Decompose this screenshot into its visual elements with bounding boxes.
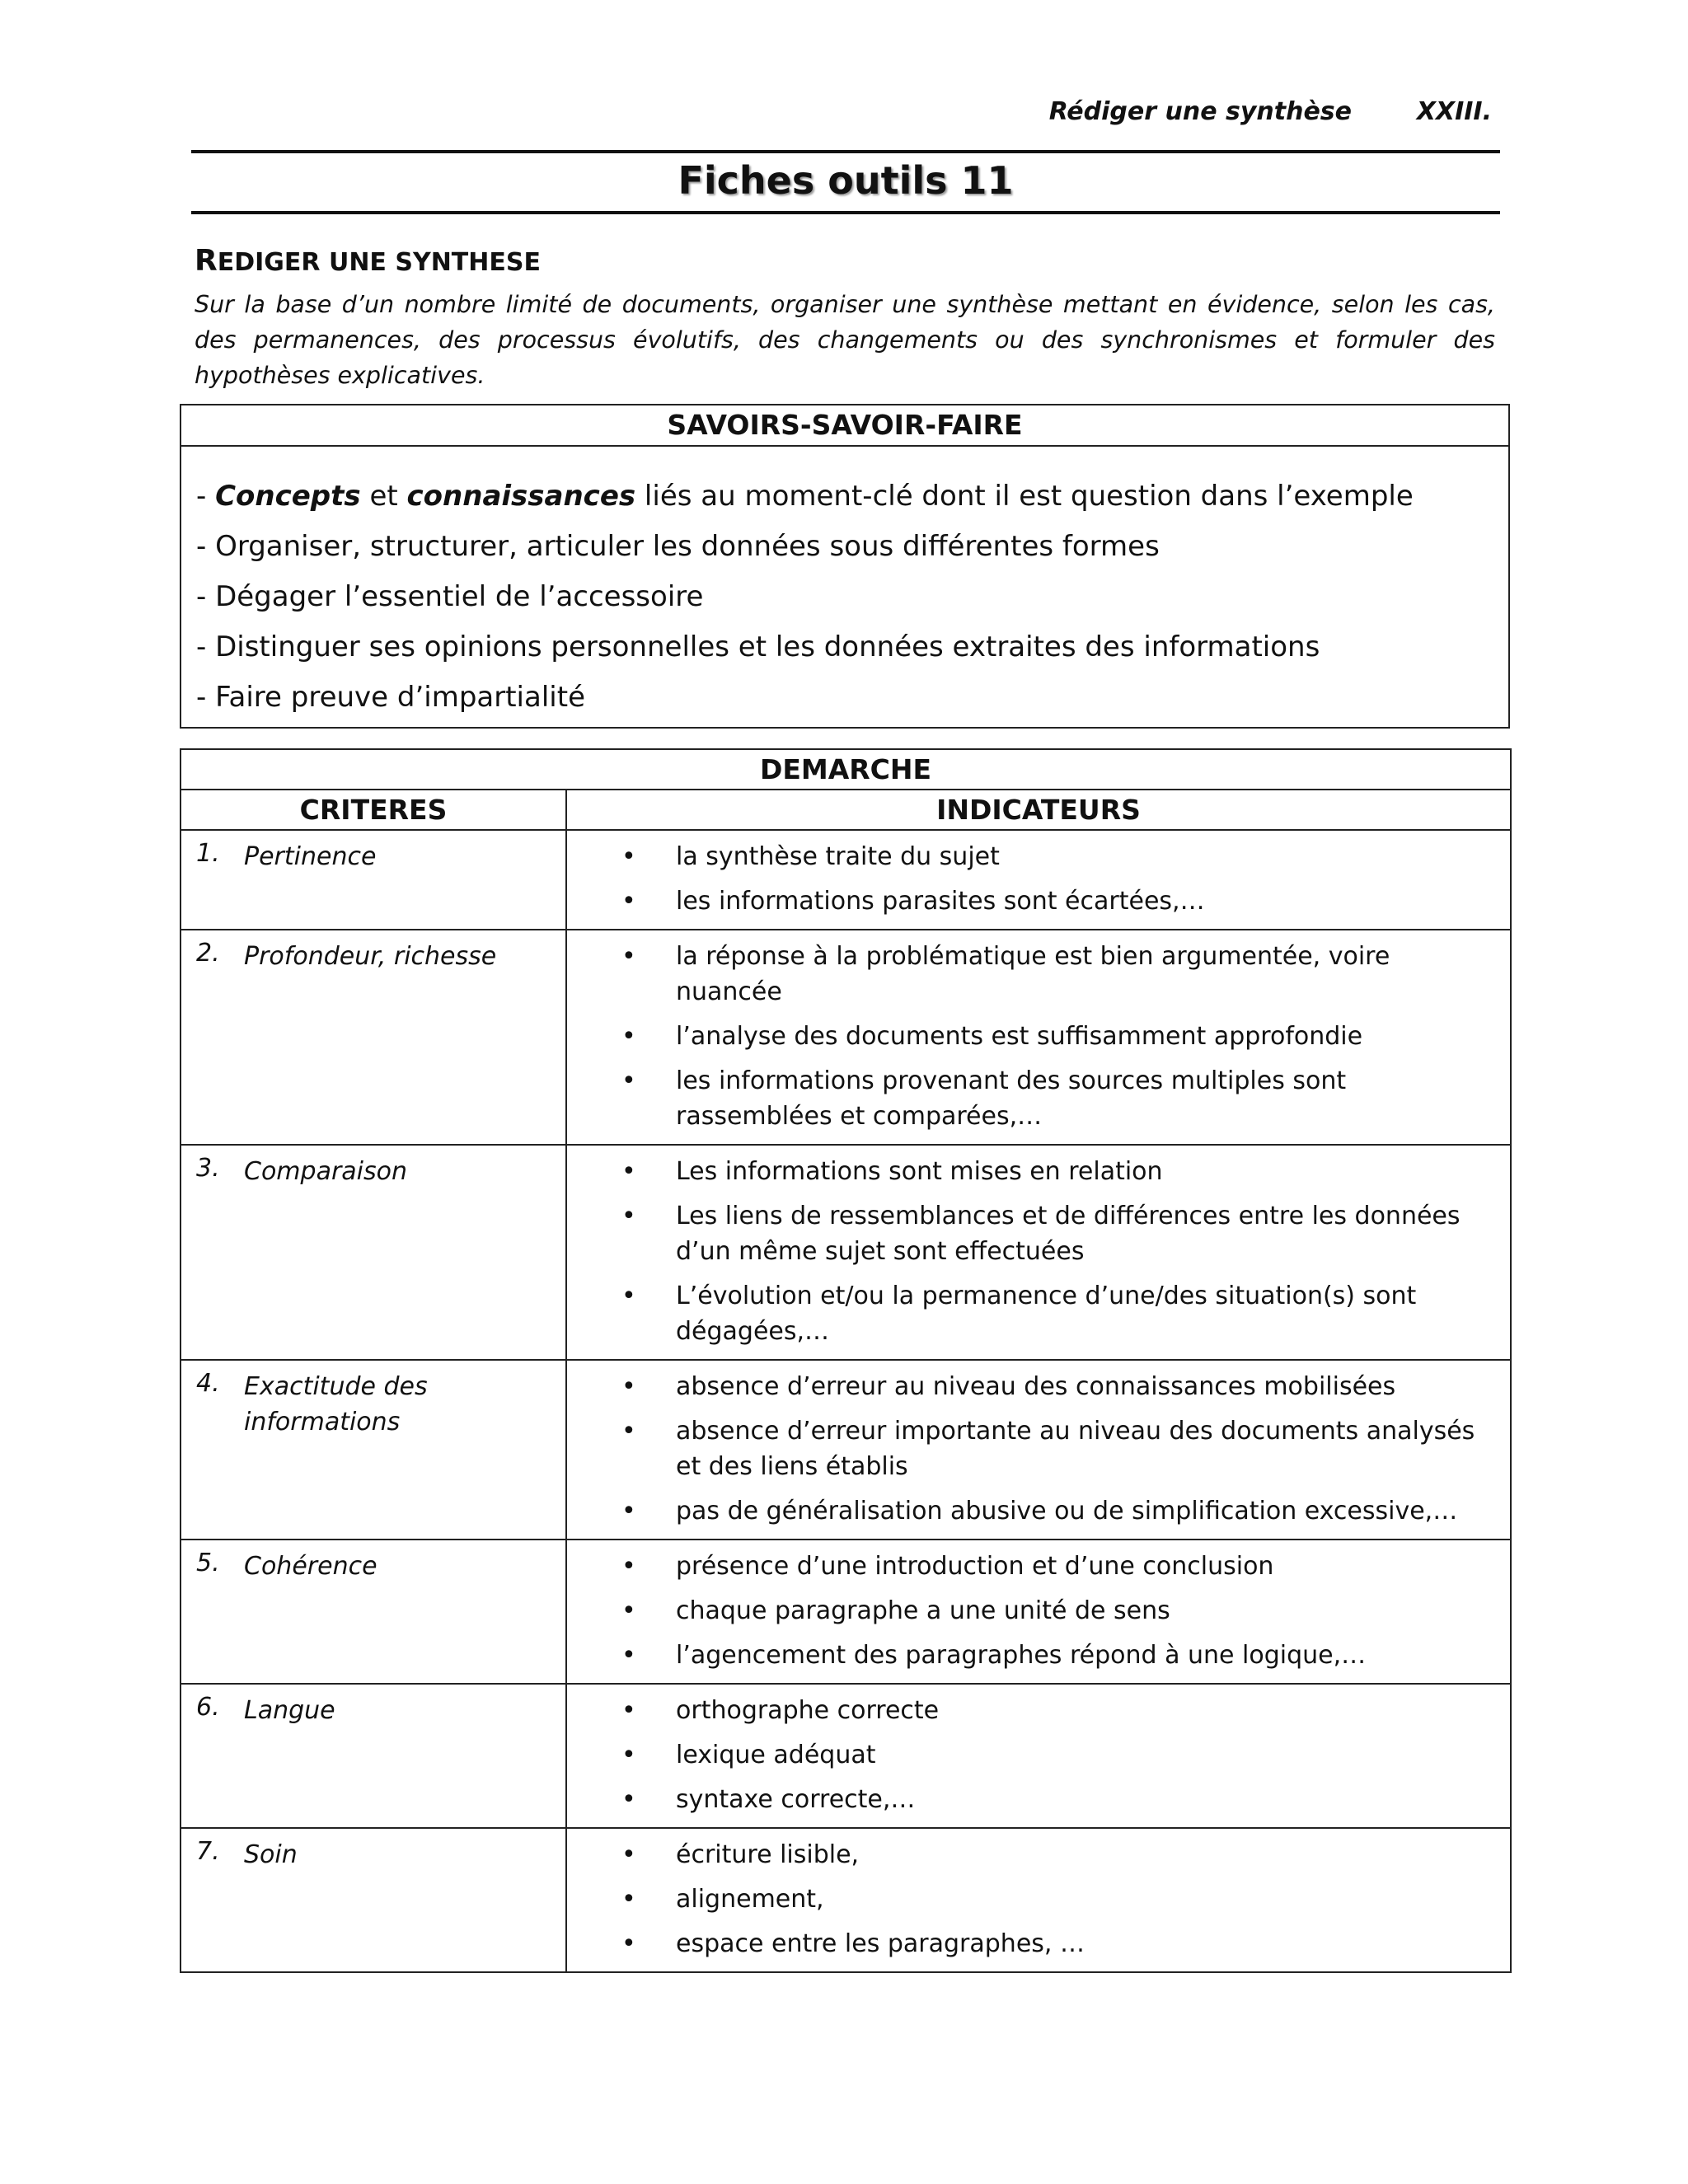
indicateur-item: • espace entre les paragraphes, … bbox=[567, 1926, 1502, 1961]
critere-number: 7. bbox=[196, 1837, 220, 1866]
savoirs-item: - Dégager l’essentiel de l’accessoire bbox=[196, 580, 704, 613]
indicateurs-cell bbox=[566, 1145, 1511, 1360]
savoirs-item-dash: - bbox=[196, 480, 216, 513]
critere-cell bbox=[181, 1360, 566, 1540]
table-row bbox=[181, 830, 1511, 930]
indicateur-item: • présence d’une introduction et d’une conclusion bbox=[567, 1549, 1502, 1584]
table-row bbox=[181, 1360, 1511, 1540]
page-number: XXIII. bbox=[1416, 97, 1492, 126]
demarche-title: DEMARCHE bbox=[181, 749, 1511, 790]
indicateurs-column-header: INDICATEURS bbox=[566, 790, 1511, 830]
critere-label: Langue bbox=[244, 1696, 335, 1725]
indicateurs-list bbox=[567, 930, 1510, 1144]
indicateurs-cell bbox=[566, 1684, 1511, 1828]
savoirs-item-rest: liés au moment-clé dont il est question dans l’exemple bbox=[635, 480, 1414, 513]
indicateur-item: • orthographe correcte bbox=[567, 1693, 1502, 1728]
critere-cell bbox=[181, 1684, 566, 1828]
indicateur-item: • lexique adéquat bbox=[567, 1737, 1502, 1773]
indicateurs-list bbox=[567, 1685, 1510, 1827]
indicateurs-cell bbox=[566, 930, 1511, 1145]
indicateur-item: • absence d’erreur au niveau des connaissances mobilisées bbox=[567, 1369, 1502, 1404]
indicateur-item: • pas de généralisation abusive ou de simplification excessive,… bbox=[567, 1493, 1502, 1529]
savoirs-title: SAVOIRS-SAVOIR-FAIRE bbox=[181, 405, 1508, 447]
indicateur-item: • chaque paragraphe a une unité de sens bbox=[567, 1593, 1502, 1629]
critere-number: 2. bbox=[196, 939, 220, 968]
indicateur-item: • L’évolution et/ou la permanence d’une/des situation(s) sont dégagées,… bbox=[567, 1278, 1502, 1349]
savoirs-item: - Faire preuve d’impartialité bbox=[196, 681, 585, 714]
critere-number: 5. bbox=[196, 1549, 220, 1577]
critere-label: Pertinence bbox=[244, 842, 377, 871]
indicateurs-list bbox=[567, 1540, 1510, 1683]
title-rule-bottom bbox=[191, 211, 1500, 214]
critere-cell bbox=[181, 930, 566, 1145]
critere-number: 6. bbox=[196, 1693, 220, 1722]
section-heading bbox=[195, 244, 541, 278]
indicateur-item: • les informations parasites sont écartées,… bbox=[567, 883, 1502, 919]
savoirs-item: - Organiser, structurer, articuler les données sous différentes formes bbox=[196, 530, 1160, 563]
indicateurs-list bbox=[567, 1829, 1510, 1971]
critere-label: Cohérence bbox=[244, 1552, 377, 1581]
table-row bbox=[181, 1684, 1511, 1828]
critere-label: Soin bbox=[244, 1840, 298, 1869]
indicateur-item: • la réponse à la problématique est bien argumentée, voire nuancée bbox=[567, 939, 1502, 1010]
indicateur-item: • l’analyse des documents est suffisamment approfondie bbox=[567, 1019, 1502, 1054]
critere-number: 1. bbox=[196, 839, 220, 868]
demarche-body bbox=[181, 830, 1511, 1972]
indicateur-item: • Les liens de ressemblances et de différences entre les données d’un même sujet sont effectuées bbox=[567, 1198, 1502, 1269]
indicateurs-list bbox=[567, 831, 1510, 929]
savoirs-item: - Distinguer ses opinions personnelles et les données extraites des informations bbox=[196, 630, 1320, 663]
indicateurs-list bbox=[567, 1361, 1510, 1539]
indicateur-item: • absence d’erreur importante au niveau des documents analysés et des liens établis bbox=[567, 1413, 1502, 1484]
indicateur-item: • syntaxe correcte,… bbox=[567, 1782, 1502, 1817]
critere-cell bbox=[181, 1828, 566, 1972]
indicateurs-cell bbox=[566, 830, 1511, 930]
critere-label: Exactitude des informations bbox=[244, 1372, 428, 1436]
section-intro: Sur la base d’un nombre limité de documents, organiser une synthèse mettant en évidence, selon les cas, des permanences, des processus évolutifs, des changements ou des synchronismes et formuler des hypothèses explicatives. bbox=[195, 291, 1495, 389]
criteres-column-header: CRITERES bbox=[181, 790, 566, 830]
critere-number: 3. bbox=[196, 1154, 220, 1183]
critere-cell bbox=[181, 1145, 566, 1360]
concepts-term: Concepts bbox=[215, 480, 361, 513]
savoirs-list bbox=[181, 447, 1508, 723]
indicateur-item: • écriture lisible, bbox=[567, 1837, 1502, 1872]
indicateur-item: • alignement, bbox=[567, 1882, 1502, 1917]
connaissances-term: connaissances bbox=[406, 480, 636, 513]
table-row bbox=[181, 1540, 1511, 1684]
table-row bbox=[181, 1145, 1511, 1360]
title-rule-top bbox=[191, 150, 1500, 153]
indicateur-item: • la synthèse traite du sujet bbox=[567, 839, 1502, 874]
page-title: Fiches outils 11 bbox=[678, 158, 1014, 203]
table-row bbox=[181, 1828, 1511, 1972]
critere-label: Comparaison bbox=[244, 1157, 408, 1186]
critere-cell bbox=[181, 830, 566, 930]
indicateur-item: • Les informations sont mises en relation bbox=[567, 1154, 1502, 1189]
section-heading-initial: R bbox=[195, 244, 218, 278]
indicateurs-cell bbox=[566, 1540, 1511, 1684]
running-header bbox=[0, 97, 1492, 134]
running-title: Rédiger une synthèse bbox=[1048, 97, 1352, 126]
indicateurs-list bbox=[567, 1146, 1510, 1359]
demarche-table bbox=[180, 748, 1512, 1973]
critere-cell bbox=[181, 1540, 566, 1684]
critere-label: Profondeur, richesse bbox=[244, 942, 497, 971]
indicateur-item: • l’agencement des paragraphes répond à une logique,… bbox=[567, 1638, 1502, 1673]
section-heading-rest: EDIGER UNE SYNTHESE bbox=[217, 248, 541, 277]
critere-number: 4. bbox=[196, 1369, 220, 1398]
indicateur-item: • les informations provenant des sources multiples sont rassemblées et comparées,… bbox=[567, 1063, 1502, 1134]
savoirs-item-et: et bbox=[360, 480, 407, 513]
savoirs-item bbox=[196, 471, 1508, 522]
indicateurs-cell bbox=[566, 1828, 1511, 1972]
savoirs-box bbox=[180, 404, 1510, 729]
table-row bbox=[181, 930, 1511, 1145]
indicateurs-cell bbox=[566, 1360, 1511, 1540]
